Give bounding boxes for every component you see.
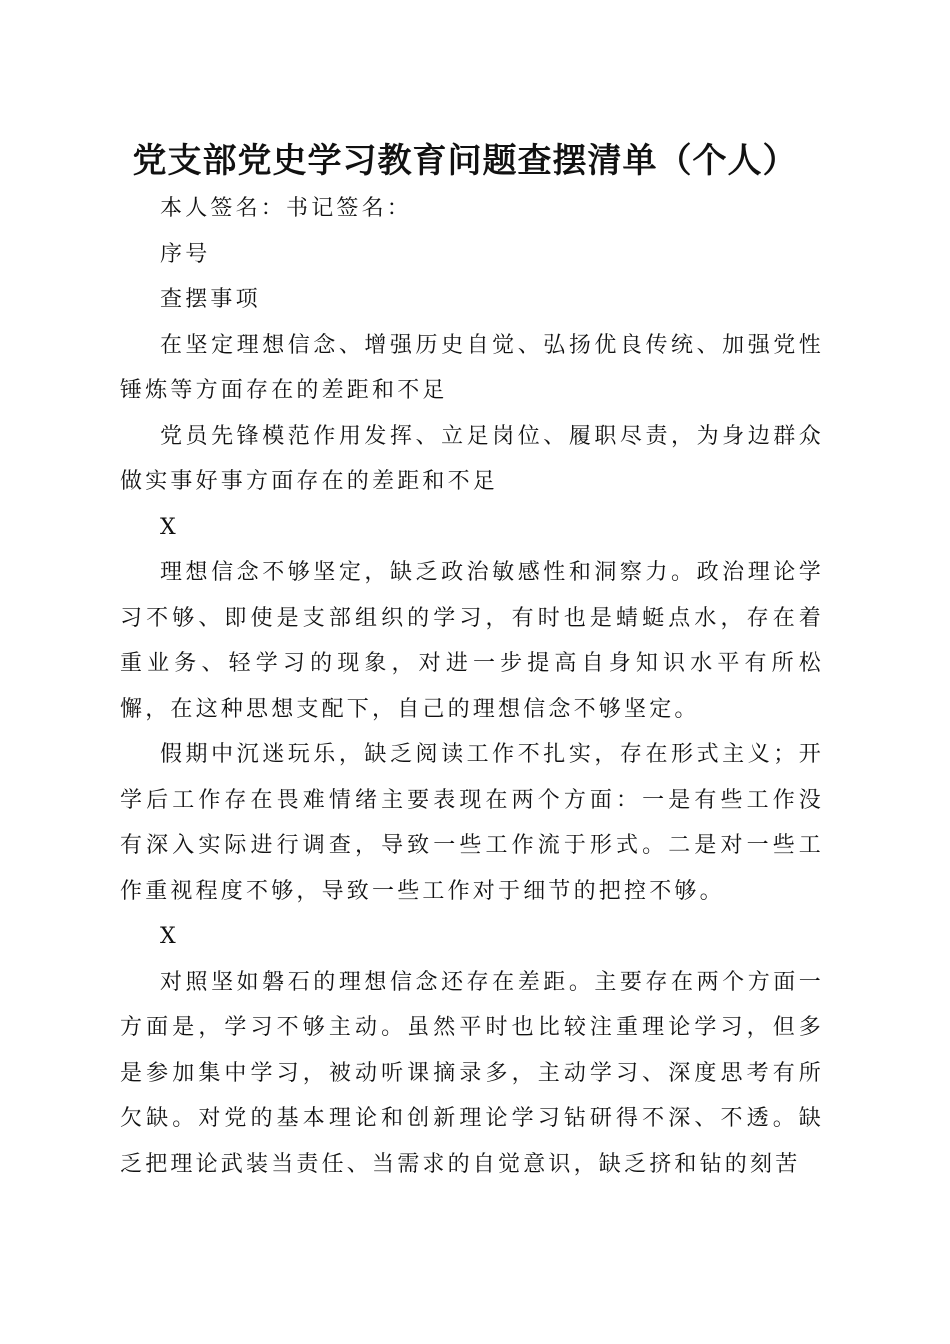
paragraph-item-vanguard: 党员先锋模范作用发挥、立足岗位、履职尽责，为身边群众做实事好事方面存在的差距和不足: [120, 423, 824, 494]
paragraph-serial-number: 序号: [160, 241, 211, 267]
signature-line: 本人签名：书记签名：: [160, 196, 413, 221]
paragraph-marker: X: [160, 924, 179, 949]
document-body: [120, 186, 824, 1187]
paragraph-review-items: 查摆事项: [160, 287, 261, 312]
paragraph-issue-work: 假期中沉迷玩乐，缺乏阅读工作不扎实，存在形式主义；开学后工作存在畏难情绪主要表现在两个方面：一是有些工作没有深入实际进行调查，导致一些工作流于形式。二是对一些工作重视程度不够，导致一些工作对于细节的把控不够。: [120, 742, 824, 904]
paragraph-item-ideals: 在坚定理想信念、增强历史自觉、弘扬优良传统、加强党性锤炼等方面存在的差距和不足: [120, 332, 824, 403]
paragraph-issue-study: 对照坚如磐石的理想信念还存在差距。主要存在两个方面一方面是，学习不够主动。虽然平时也比较注重理论学习，但多是参加集中学习，被动听课摘录多，主动学习、深度思考有所欠缺。对党的基本理论和创新理论学习钻研得不深、不透。缺乏把理论武装当责任、当需求的自觉意识，缺乏挤和钻的刻苦: [120, 969, 824, 1177]
paragraph-marker: X: [160, 514, 179, 540]
document-title: 党支部党史学习教育问题查摆清单（个人）: [132, 141, 798, 181]
paragraph-issue-beliefs: 理想信念不够坚定，缺乏政治敏感性和洞察力。政治理论学习不够、即使是支部组织的学习，有时也是蜻蜓点水，存在着重业务、轻学习的现象，对进一步提高自身知识水平有所松懈，在这种思想支配下，自己的理想信念不够坚定。: [120, 560, 824, 722]
